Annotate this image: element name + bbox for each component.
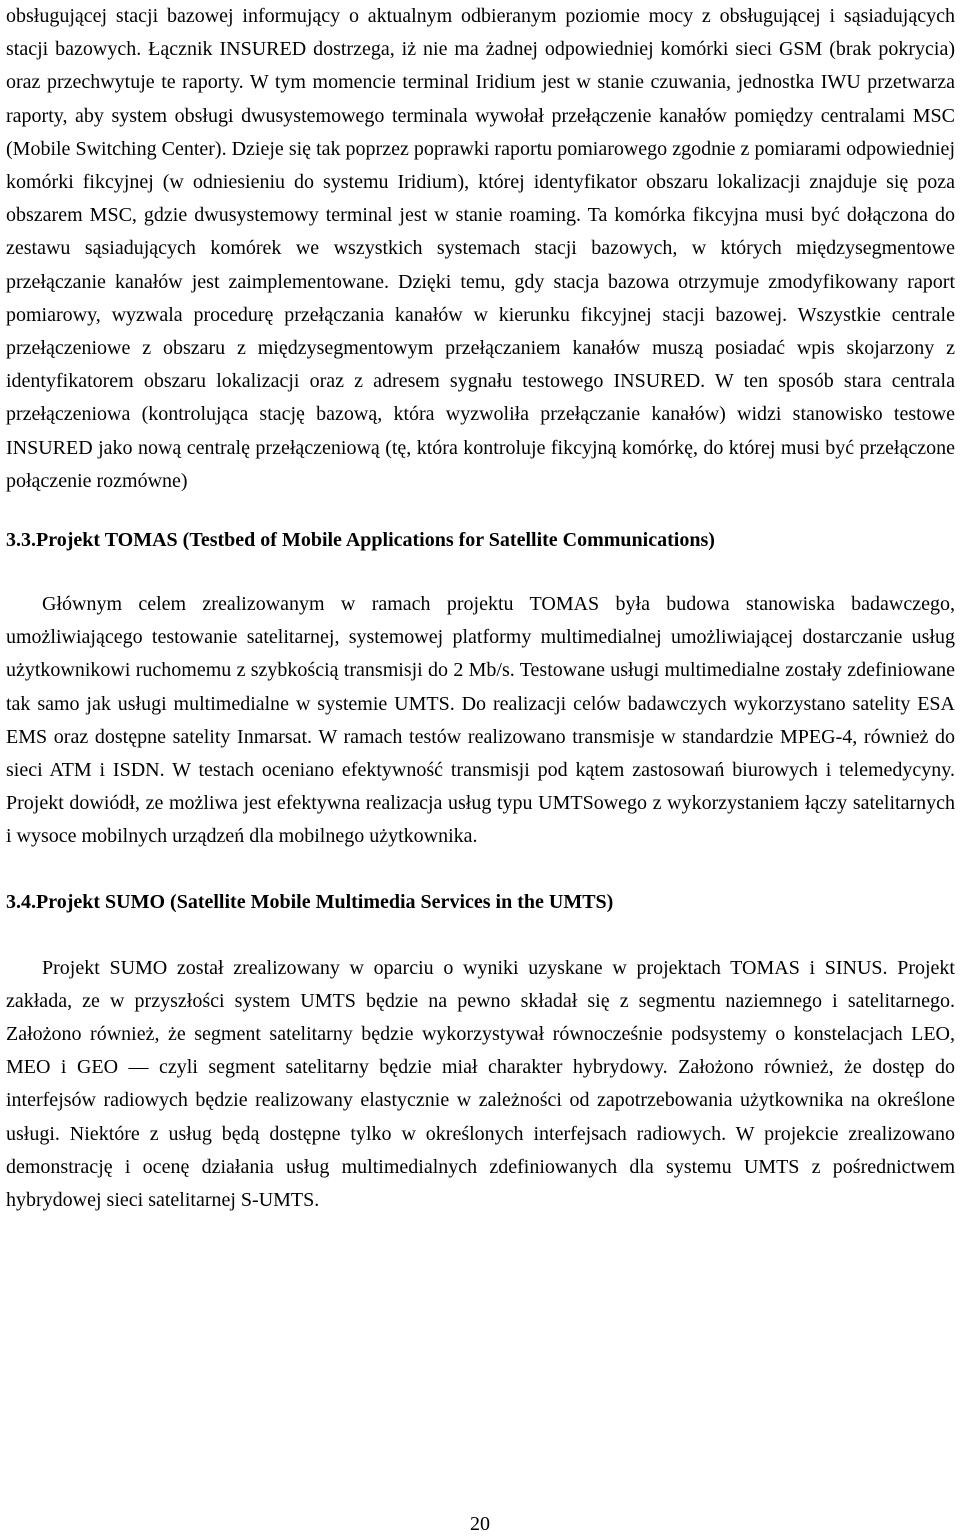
page-number: 20 (470, 1513, 490, 1535)
body-paragraph-sumo: Projekt SUMO został zrealizowany w oparciu o wyniki uzyskane w projektach TOMAS i SINUS. Projekt zakłada, ze w przyszłości system UMTS będzie na pewno składał się z segmentu naziemnego i satelitarnego. Założono również, że segment satelitarny będzie wykorzystywał równocześnie podsystemy o konstelacjach LEO, MEO i GEO — czyli segment satelitarny będzie miał charakter hybrydowy. Założono również, że dostęp do interfejsów radiowych będzie realizowany elastycznie w zależności od zapotrzebowania użytkownika na określone usługi. Niektóre z usług będą dostępne tylko w określonych interfejsach radiowych. W projekcie zrealizowano demonstrację i ocenę działania usług multimedialnych zdefiniowanych dla systemu UMTS z pośrednictwem hybrydowej sieci satelitarnej S-UMTS. (6, 956, 955, 1212)
section-heading-sumo: 3.4.Projekt SUMO (Satellite Mobile Multimedia Services in the UMTS) (6, 890, 614, 913)
body-paragraph-continuation: obsługującej stacji bazowej informujący o aktualnym odbieranym poziomie mocy z obsługującej i sąsiadujących stacji bazowych. Łącznik INSURED dostrzega, iż nie ma żadnej odpowiedniej komórki sieci GSM (brak pokrycia) oraz przechwytuje te raporty. W tym momencie terminal Iridium jest w stanie czuwania, jednostka IWU przetwarza raporty, aby system obsługi dwusystemowego terminala wywołał przełączenie kanałów pomiędzy centralami MSC (Mobile Switching Center). Dzieje się tak poprzez poprawki raportu pomiarowego zgodnie z pomiarami odpowiedniej komórki fikcyjnej (w odniesieniu do systemu Iridium), której identyfikator obszaru lokalizacji znajduje się poza obszarem MSC, gdzie dwusystemowy terminal jest w stanie roaming. Ta komórka fikcyjna musi być dołączona do zestawu sąsiadujących komórek we wszystkich systemach stacji bazowych, w których międzysegmentowe przełączanie kanałów jest zaimplementowane. Dzięki temu, gdy stacja bazowa otrzymuje zmodyfikowany raport pomiarowy, wyzwala procedurę przełączania kanałów w kierunku fikcyjnej stacji bazowej. Wszystkie centrale przełączeniowe z obszaru z międzysegmentowym przełączaniem kanałów muszą posiadać wpis skojarzony z identyfikatorem obszaru lokalizacji oraz z adresem sygnału testowego INSURED. W ten sposób stara centrala przełączeniowa (kontrolująca stację bazową, która wyzwoliła przełączanie kanałów) widzi stanowisko testowe INSURED jako nową centralę przełączeniową (tę, która kontroluje fikcyjną komórkę, do której musi być przełączone połączenie rozmówne) (6, 5, 955, 492)
document-page (6, 0, 955, 1217)
section-heading-tomas: 3.3.Projekt TOMAS (Testbed of Mobile Applications for Satellite Communications) (6, 529, 715, 552)
body-paragraph-tomas: Głównym celem zrealizowanym w ramach projektu TOMAS była budowa stanowiska badawczego, umożliwiającego testowanie satelitarnej, systemowej platformy multimedialnej umożliwiającej dostarczanie usług użytkownikowi ruchomemu z szybkością transmisji do 2 Mb/s. Testowane usługi multimedialne zostały zdefiniowane tak samo jak usługi multimedialne w systemie UMTS. Do realizacji celów badawczych wykorzystano satelity ESA EMS oraz dostępne satelity Inmarsat. W ramach testów realizowano transmisje w standardzie MPEG-4, również do sieci ATM i ISDN. W testach oceniano efektywność transmisji pod kątem zastosowań biurowych i telemedycyny. Projekt dowiódł, ze możliwa jest efektywna realizacja usług typu UMTSowego z wykorzystaniem łączy satelitarnych i wysoce mobilnych urządzeń dla mobilnego użytkownika. (6, 593, 955, 848)
